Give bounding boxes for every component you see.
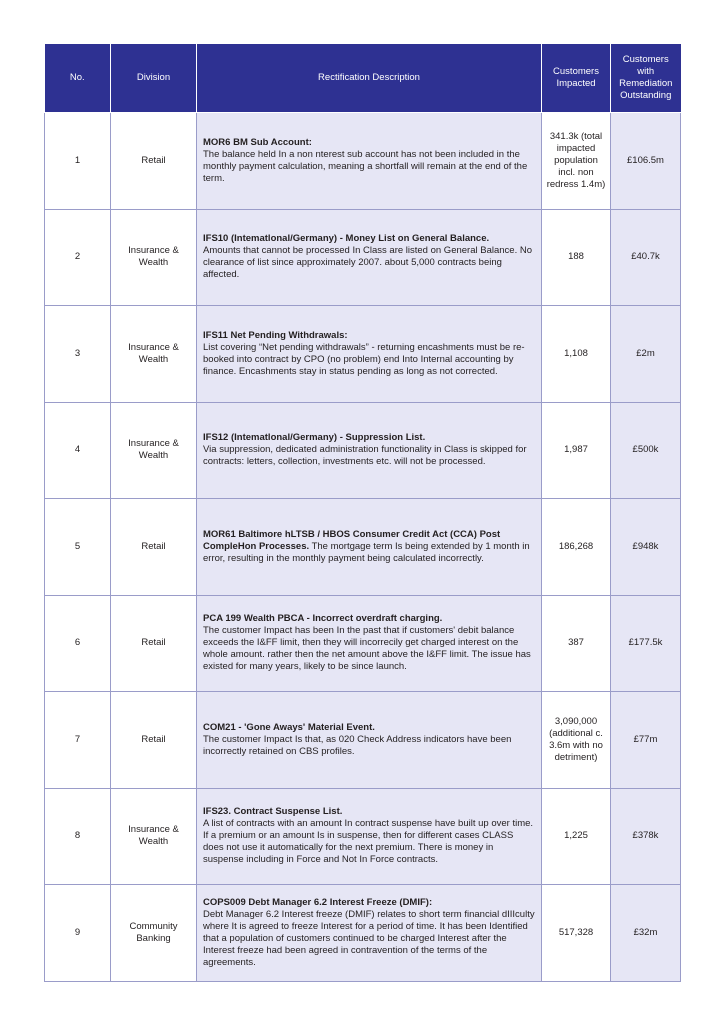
table-header-row bbox=[45, 44, 681, 113]
row-customers-impacted: 186,268 bbox=[542, 499, 611, 596]
header-customers-impacted: Customers Impacted bbox=[542, 44, 611, 113]
row-description bbox=[197, 209, 542, 306]
header-division: Division bbox=[111, 44, 197, 113]
row-body: The mortgage term Is being extended by 1 month in error, resulting in the monthly payment being calculated incorrectly. bbox=[203, 540, 530, 564]
header-no: No. bbox=[45, 44, 111, 113]
row-customers-impacted: 188 bbox=[542, 209, 611, 306]
row-description bbox=[197, 306, 542, 403]
row-division: Insurance & Wealth bbox=[111, 402, 197, 499]
row-title: PCA 199 Wealth PBCA - Incorrect overdraft charging. bbox=[203, 613, 443, 625]
row-description bbox=[197, 885, 542, 982]
table-row bbox=[45, 306, 681, 403]
row-customers-impacted: 387 bbox=[542, 595, 611, 692]
row-title: MOR61 Baltimore hLTSB / HBOS Consumer Credit Act (CCA) Post CompleHon Processes. bbox=[203, 528, 501, 552]
row-number: 5 bbox=[45, 499, 111, 596]
row-remediation-outstanding: £500k bbox=[611, 402, 681, 499]
row-description bbox=[197, 692, 542, 789]
row-description bbox=[197, 113, 542, 210]
row-customers-impacted: 341.3k (total impacted population incl. non redress 1.4m) bbox=[542, 113, 611, 210]
row-division: Retail bbox=[111, 692, 197, 789]
row-number: 9 bbox=[45, 885, 111, 982]
row-number: 6 bbox=[45, 595, 111, 692]
rectification-table bbox=[44, 44, 681, 982]
table-row bbox=[45, 402, 681, 499]
row-title: COPS009 Debt Manager 6.2 Interest Freeze (DMIF): bbox=[203, 896, 433, 908]
row-customers-impacted: 3,090,000 (additional c. 3.6m with no detriment) bbox=[542, 692, 611, 789]
row-number: 1 bbox=[45, 113, 111, 210]
row-remediation-outstanding: £177.5k bbox=[611, 595, 681, 692]
table-row bbox=[45, 885, 681, 982]
row-title: IFS10 (Intematlonal/Germany) - Money List on General Balance. bbox=[203, 233, 490, 245]
row-number: 8 bbox=[45, 788, 111, 885]
row-description bbox=[197, 595, 542, 692]
row-body: The balance held In a non nterest sub account has not been included in the monthly payment calculation, meaning a shortfall will remain at the end of the term. bbox=[203, 148, 528, 184]
row-remediation-outstanding: £77m bbox=[611, 692, 681, 789]
row-body: The customer Impact has been In the past that if customers' debit balance exceeds the I&FF limit, then they will incorrecily get charged interest on the whole amount. rather then the net amount above the I&FF limit. The issue has existed for many years, likely to be since launch. bbox=[203, 625, 531, 673]
row-remediation-outstanding: £32m bbox=[611, 885, 681, 982]
row-customers-impacted: 1,987 bbox=[542, 402, 611, 499]
row-remediation-outstanding: £948k bbox=[611, 499, 681, 596]
row-remediation-outstanding: £40.7k bbox=[611, 209, 681, 306]
row-customers-impacted: 517,328 bbox=[542, 885, 611, 982]
row-description bbox=[197, 402, 542, 499]
table-row bbox=[45, 209, 681, 306]
header-remediation-outstanding: Customers with Remediation Outstanding bbox=[611, 44, 681, 113]
table-row bbox=[45, 113, 681, 210]
row-remediation-outstanding: £378k bbox=[611, 788, 681, 885]
row-customers-impacted: 1,108 bbox=[542, 306, 611, 403]
row-division: Insurance & Wealth bbox=[111, 306, 197, 403]
row-body: A list of contracts with an amount In contract suspense have built up over time. If a premium or an amount Is in suspense, then for different cases CLASS does not use it automatically for the next premium. There is money in suspense including in Force and Not In Force contracts. bbox=[203, 818, 534, 866]
row-remediation-outstanding: £2m bbox=[611, 306, 681, 403]
row-title: MOR6 BM Sub Account: bbox=[203, 136, 312, 148]
row-customers-impacted: 1,225 bbox=[542, 788, 611, 885]
row-description bbox=[197, 788, 542, 885]
row-division: Community Banking bbox=[111, 885, 197, 982]
row-number: 7 bbox=[45, 692, 111, 789]
row-number: 3 bbox=[45, 306, 111, 403]
row-body: Via suppression, dedicated administration functionality in Class is skipped for contracts: letters, collection, investments etc. will not be processed. bbox=[203, 444, 527, 468]
row-body: The customer Impact Is that, as 020 Check Address indicators have been incorrectly retained on CBS profiles. bbox=[203, 733, 512, 757]
table-row bbox=[45, 499, 681, 596]
row-number: 2 bbox=[45, 209, 111, 306]
row-title: IFS12 (Intematlonal/Germany) - Suppression List. bbox=[203, 432, 426, 444]
row-division: Retail bbox=[111, 595, 197, 692]
row-division: Retail bbox=[111, 499, 197, 596]
table-row bbox=[45, 692, 681, 789]
row-title: IFS11 Net Pending Withdrawals: bbox=[203, 329, 348, 341]
row-title: IFS23. Contract Suspense List. bbox=[203, 806, 343, 818]
row-title: COM21 - 'Gone Aways' Material Event. bbox=[203, 721, 375, 733]
row-division: Retail bbox=[111, 113, 197, 210]
row-body: List covering “Net pending withdrawals” - returning encashments must be re-booked into contract by CPO (no problem) end Into Internal accounting by finance. Encashments stay in status pending as long as not corrected. bbox=[203, 341, 525, 377]
row-description bbox=[197, 499, 542, 596]
row-division: Insurance & Wealth bbox=[111, 209, 197, 306]
table-row bbox=[45, 788, 681, 885]
row-number: 4 bbox=[45, 402, 111, 499]
row-body: Debt Manager 6.2 Interest freeze (DMIF) relates to short term financial dIIIculty where It is agreed to freeze Interest for a period of time. It has been Identified that a population of customers continued to be charged Interest after the Interest freeze had been agreed in contravention of the terms of the agreements. bbox=[203, 908, 535, 968]
row-body: Amounts that cannot be processed In Class are listed on General Balance. No clearance of list since approximately 2007. about 5,000 contracts being affected. bbox=[203, 245, 532, 281]
row-division: Insurance & Wealth bbox=[111, 788, 197, 885]
header-description: Rectification Description bbox=[197, 44, 542, 113]
table-row bbox=[45, 595, 681, 692]
row-remediation-outstanding: £106.5m bbox=[611, 113, 681, 210]
